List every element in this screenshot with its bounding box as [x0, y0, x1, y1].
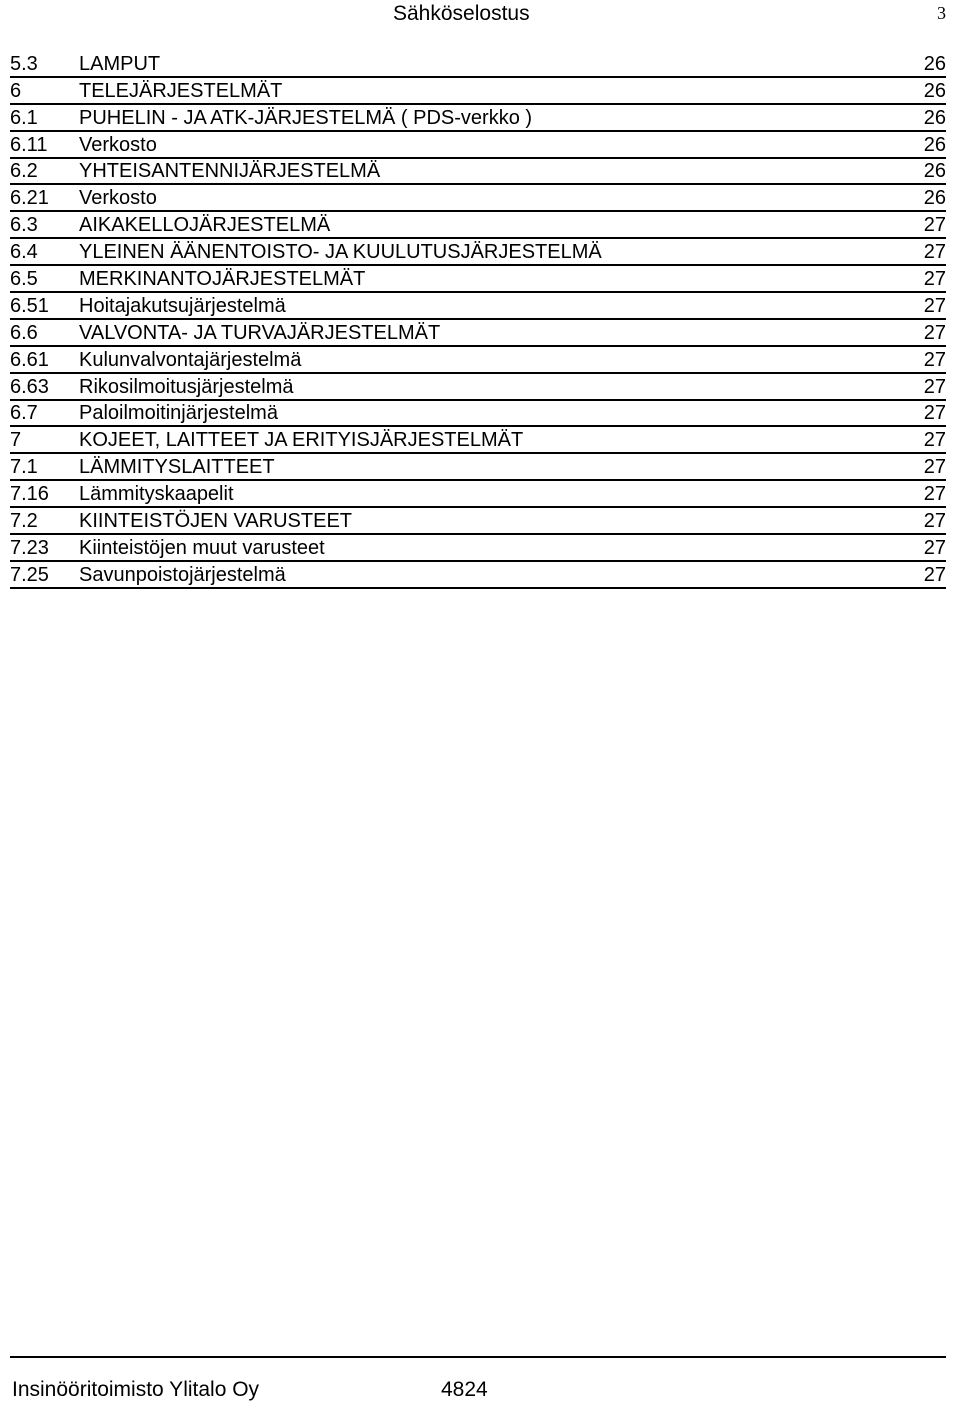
toc-entry-page: 26: [923, 106, 946, 129]
toc-entry-page: 27: [923, 268, 946, 291]
toc-entry-page: 27: [923, 321, 946, 344]
toc-entry-number: 7.2: [10, 510, 38, 533]
toc-entry[interactable]: [10, 239, 946, 266]
toc-entry-title: KOJEET, LAITTEET JA ERITYISJÄRJESTELMÄT: [79, 429, 524, 452]
toc-entry[interactable]: [10, 132, 946, 159]
footer-project-code: 4824: [441, 1378, 488, 1401]
toc-entry[interactable]: [10, 535, 946, 562]
toc-entry-number: 6.2: [10, 160, 38, 183]
toc-entry[interactable]: [10, 78, 946, 105]
toc-entry[interactable]: [10, 508, 946, 535]
toc-entry-page: 27: [923, 429, 946, 452]
toc-entry-page: 27: [923, 348, 946, 371]
toc-entry-number: 7.25: [10, 563, 49, 586]
toc-entry-number: 6.21: [10, 187, 49, 210]
toc-entry-page: 26: [923, 133, 946, 156]
toc-entry[interactable]: [10, 159, 946, 186]
toc-entry[interactable]: [10, 185, 946, 212]
toc-entry-title: Lämmityskaapelit: [79, 483, 234, 506]
toc-entry[interactable]: [10, 427, 946, 454]
toc-entry-title: Rikosilmoitusjärjestelmä: [79, 375, 294, 398]
toc-entry[interactable]: [10, 320, 946, 347]
toc-entry-page: 27: [923, 294, 946, 317]
toc-entry-number: 6.3: [10, 214, 38, 237]
toc-entry-number: 7.1: [10, 456, 38, 479]
toc-entry-title: Verkosto: [79, 133, 157, 156]
toc-entry[interactable]: [10, 212, 946, 239]
toc-entry-title: KIINTEISTÖJEN VARUSTEET: [79, 510, 352, 533]
toc-entry-number: 6.63: [10, 375, 49, 398]
toc-entry-title: LÄMMITYSLAITTEET: [79, 456, 275, 479]
page-header: [0, 0, 960, 40]
toc-entry-title: YLEINEN ÄÄNENTOISTO- JA KUULUTUSJÄRJESTELMÄ: [79, 241, 602, 264]
toc-entry-title: Savunpoistojärjestelmä: [79, 563, 286, 586]
document-title: Sähköselostus: [393, 2, 530, 25]
toc-entry-title: Kiinteistöjen muut varusteet: [79, 536, 325, 559]
table-of-contents: [10, 51, 946, 589]
toc-entry[interactable]: [10, 401, 946, 428]
toc-entry-page: 27: [923, 563, 946, 586]
page-number: 3: [937, 3, 946, 23]
toc-entry-number: 6.7: [10, 402, 38, 425]
toc-entry-page: 26: [923, 160, 946, 183]
toc-entry[interactable]: [10, 266, 946, 293]
toc-entry[interactable]: [10, 562, 946, 589]
toc-entry-title: Kulunvalvontajärjestelmä: [79, 348, 302, 371]
toc-entry-number: 7.23: [10, 536, 49, 559]
toc-entry-number: 7: [10, 429, 22, 452]
toc-entry-number: 6: [10, 79, 22, 102]
toc-entry-number: 6.5: [10, 268, 38, 291]
toc-entry-number: 7.16: [10, 483, 49, 506]
toc-entry-page: 27: [923, 402, 946, 425]
toc-entry[interactable]: [10, 374, 946, 401]
toc-entry-page: 27: [923, 214, 946, 237]
toc-entry-page: 27: [923, 536, 946, 559]
toc-entry[interactable]: [10, 454, 946, 481]
toc-entry-number: 6.11: [10, 133, 48, 156]
toc-entry-page: 27: [923, 456, 946, 479]
toc-entry-title: MERKINANTOJÄRJESTELMÄT: [79, 268, 366, 291]
toc-entry-title: Paloilmoitinjärjestelmä: [79, 402, 278, 425]
toc-entry-page: 26: [923, 52, 946, 75]
toc-entry[interactable]: [10, 347, 946, 374]
toc-entry-page: 27: [923, 510, 946, 533]
toc-entry-number: 6.6: [10, 321, 38, 344]
toc-entry-number: 6.51: [10, 294, 49, 317]
footer-divider: [10, 1356, 946, 1358]
toc-entry-page: 26: [923, 187, 946, 210]
toc-entry-page: 27: [923, 241, 946, 264]
toc-entry-number: 5.3: [10, 52, 38, 75]
toc-entry-page: 27: [923, 483, 946, 506]
toc-entry-title: TELEJÄRJESTELMÄT: [79, 79, 283, 102]
toc-entry-page: 27: [923, 375, 946, 398]
toc-entry-title: AIKAKELLOJÄRJESTELMÄ: [79, 214, 331, 237]
toc-entry-title: Hoitajakutsujärjestelmä: [79, 294, 286, 317]
toc-entry-title: Verkosto: [79, 187, 157, 210]
toc-entry-number: 6.61: [10, 348, 49, 371]
toc-entry-number: 6.1: [10, 106, 38, 129]
toc-entry-page: 26: [923, 79, 946, 102]
toc-entry-title: VALVONTA- JA TURVAJÄRJESTELMÄT: [79, 321, 441, 344]
toc-entry-title: YHTEISANTENNIJÄRJESTELMÄ: [79, 160, 381, 183]
toc-entry[interactable]: [10, 51, 946, 78]
footer-company: Insinööritoimisto Ylitalo Oy: [12, 1378, 260, 1401]
toc-entry-title: LAMPUT: [79, 52, 161, 75]
toc-entry[interactable]: [10, 481, 946, 508]
toc-entry-title: PUHELIN - JA ATK-JÄRJESTELMÄ ( PDS-verkko ): [79, 106, 533, 129]
toc-entry[interactable]: [10, 293, 946, 320]
toc-entry-number: 6.4: [10, 241, 38, 264]
toc-entry[interactable]: [10, 105, 946, 132]
